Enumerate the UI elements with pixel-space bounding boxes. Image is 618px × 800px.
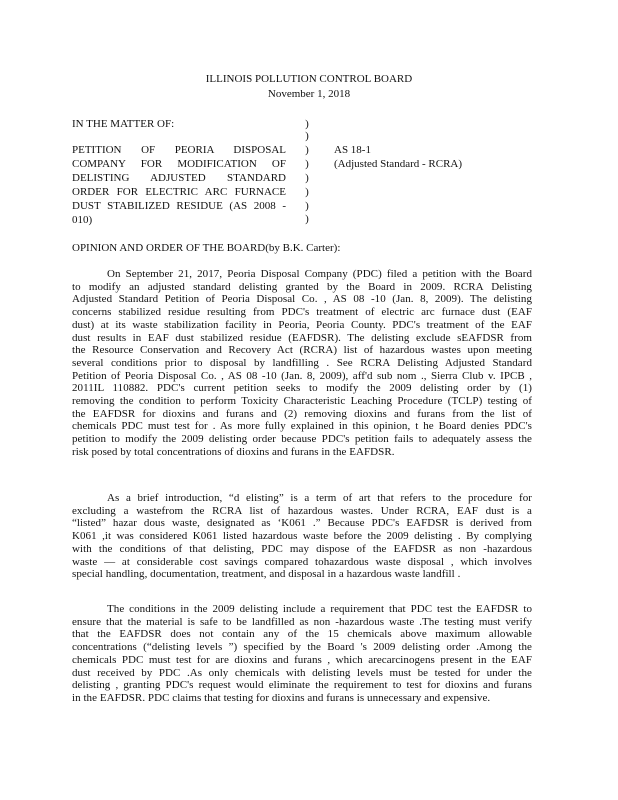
petition-line: COMPANY FOR MODIFICATION OF bbox=[72, 158, 286, 170]
text-line: petition to modify the 2009 delisting order because PDC's petition fails to adequately assess the bbox=[72, 433, 532, 446]
caption-paren: ) bbox=[305, 118, 309, 130]
text-line: waste — at considerable cost savings compared tohazardous waste disposal , which involves bbox=[72, 555, 532, 568]
text-line: 2011IL 110882. PDC's current petition seeks to modify the 2009 delisting order by (1) bbox=[72, 382, 532, 395]
document-date: November 1, 2018 bbox=[267, 88, 351, 100]
caption-paren: ) bbox=[305, 186, 309, 198]
text-line: dust received by PDC .As only chemicals with delisting levels must be tested for under the bbox=[72, 666, 532, 679]
petition-line: DELISTING ADJUSTED STANDARD bbox=[72, 172, 286, 184]
text-line: concerns stabilized residue resulting from PDC's treatment of electric arc furnace dust (EAF bbox=[72, 306, 532, 319]
petition-line: 010) bbox=[72, 214, 93, 226]
text-line: risk posed by total concentrations of dioxins and furans in the EAFDSR. bbox=[72, 445, 395, 458]
text-line: chemicals PDC must test for are dioxins and furans , which arecarcinogens present in the EAF bbox=[72, 653, 532, 666]
caption-paren: ) bbox=[305, 200, 309, 212]
text-line: excluding a wastefrom the RCRA list of hazardous wastes. Under RCRA, EAF dust is a bbox=[72, 504, 532, 517]
text-line: chemicals PDC must test for . As more fully explained in this opinion, t he Board denies PDC's bbox=[72, 420, 532, 433]
text-line: concentrations (“delisting levels ”) specified by the Board 's 2009 delisting order .Among the bbox=[72, 641, 532, 654]
text-line: that the EAFDSR does not contain any of the 15 chemicals above maximum allowable bbox=[72, 628, 532, 641]
text-line: delisting , granting PDC's request would eliminate the requirement to test for dioxins and furans bbox=[72, 679, 532, 692]
case-type: (Adjusted Standard - RCRA) bbox=[334, 158, 463, 170]
text-line: dust) at its waste stabilization facility in Peoria, Peoria County. PDC's treatment of the EAF bbox=[72, 318, 532, 331]
text-line: K061 ,it was considered K061 listed hazardous waste before the 2009 delisting . By complying bbox=[72, 530, 532, 543]
text-line: “listed” hazar dous waste, designated as ‘K061 .” Because PDC's EAFDSR is derived from bbox=[72, 517, 532, 530]
caption-paren: ) bbox=[305, 172, 309, 184]
agency-title: ILLINOIS POLLUTION CONTROL BOARD bbox=[205, 73, 413, 85]
caption-paren: ) bbox=[305, 213, 309, 225]
petition-line: PETITION OF PEORIA DISPOSAL bbox=[72, 144, 286, 156]
petition-line: DUST STABILIZED RESIDUE (AS 2008 - bbox=[72, 200, 286, 212]
text-line: dust results in EAF dust stabilized residue (EAFDSR). The delisting exclude sEAFDSR from bbox=[72, 331, 532, 344]
text-line: in the EAFDSR. PDC claims that testing for dioxins and furans is unnecessary and expensive. bbox=[72, 691, 491, 704]
text-line: the EAFDSR for dioxins and furans and (2) removing dioxins and furans from the list of bbox=[72, 407, 532, 420]
matter-heading: IN THE MATTER OF: bbox=[72, 118, 175, 130]
case-number: AS 18-1 bbox=[334, 144, 371, 156]
text-line: On September 21, 2017, Peoria Disposal Company (PDC) filed a petition with the Board bbox=[107, 268, 532, 280]
text-line: ensure that the material is safe to be landfilled as non -hazardous waste .The testing must verify bbox=[72, 615, 532, 628]
text-line: several conditions prior to disposal by landfilling . See RCRA Delisting Adjusted Standard bbox=[72, 356, 532, 369]
text-line: As a brief introduction, “d elisting” is a term of art that refers to the procedure for bbox=[107, 492, 532, 504]
caption-paren: ) bbox=[305, 144, 309, 156]
text-line: removing the condition to perform Toxicity Characteristic Leaching Procedure (TCLP) testing of bbox=[72, 395, 532, 407]
caption-paren: ) bbox=[305, 158, 309, 170]
text-line: to modify an adjusted standard delisting granted by the Board in 2009. RCRA Delisting bbox=[72, 280, 532, 293]
text-line: Adjusted Standard Petition of Peoria Disposal Co. , AS 08 -10 (Jan. 8, 2009). The delisting bbox=[72, 293, 532, 306]
opinion-heading: OPINION AND ORDER OF THE BOARD(by B.K. Carter): bbox=[72, 242, 341, 254]
text-line: the Resource Conservation and Recovery Act (RCRA) list of hazardous wastes upon meeting bbox=[72, 344, 532, 357]
petition-line: ORDER FOR ELECTRIC ARC FURNACE bbox=[72, 186, 286, 198]
text-line: special handling, documentation, treatment, and disposal in a hazardous waste landfill . bbox=[72, 568, 461, 581]
text-line: The conditions in the 2009 delisting include a requirement that PDC test the EAFDSR to bbox=[107, 603, 532, 615]
text-line: Petition of Peoria Disposal Co. , AS 08 -10 (Jan. 8, 2009), aff'd sub nom ., Sierra Club v. IPCB , bbox=[72, 369, 532, 382]
text-line: with the conditions of that delisting, PDC may dispose of the EAFDSR as non -hazardous bbox=[72, 542, 532, 555]
caption-paren: ) bbox=[305, 130, 309, 142]
